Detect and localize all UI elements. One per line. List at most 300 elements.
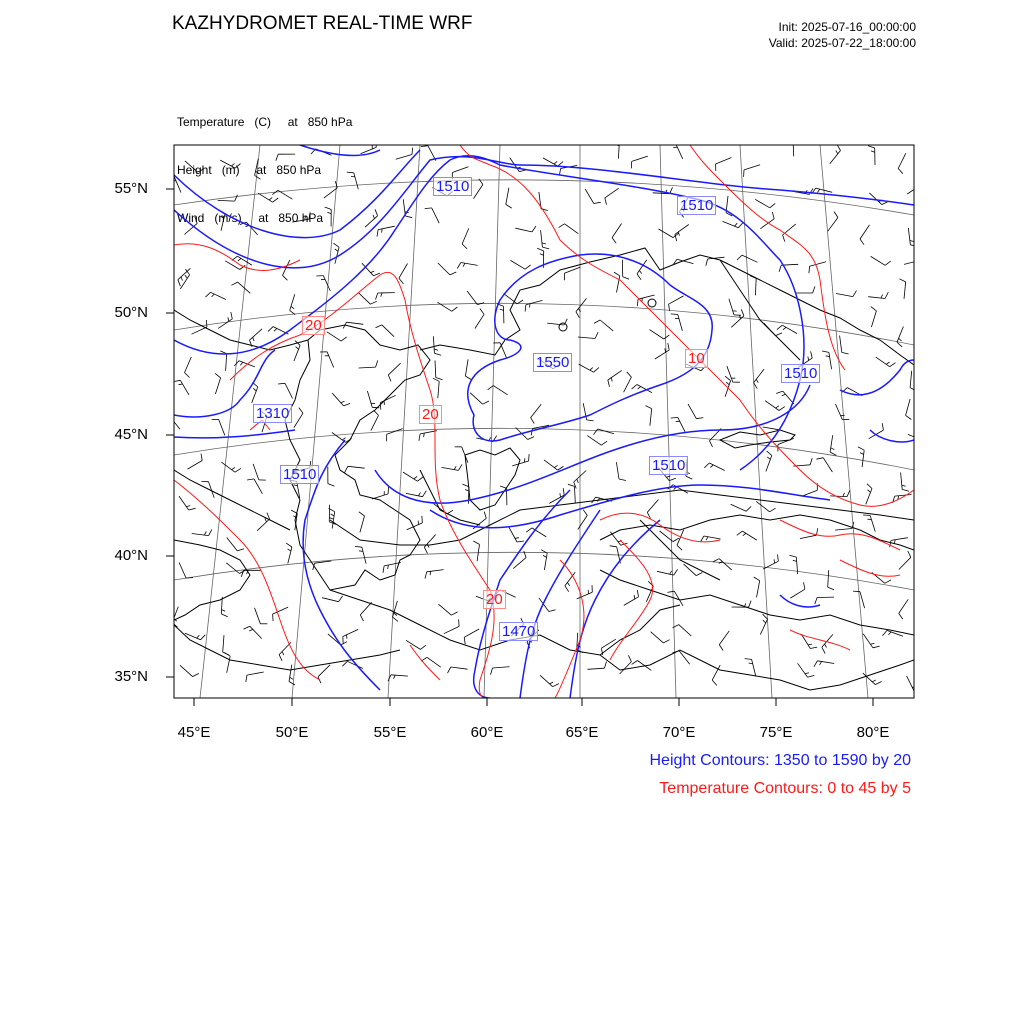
wind-barb-flag xyxy=(779,407,785,411)
wind-barb xyxy=(360,516,365,532)
wind-barb-flag xyxy=(577,479,579,483)
wind-barb-flag xyxy=(550,682,554,684)
wind-barb-flag xyxy=(473,541,479,544)
wind-barb-flag xyxy=(359,512,365,516)
wind-barb-flag xyxy=(843,493,845,497)
lat-label-55: 55°N xyxy=(114,180,148,197)
wind-barb xyxy=(742,255,757,262)
wind-barb xyxy=(506,188,509,205)
wind-barb xyxy=(679,651,690,664)
wind-barb-flag xyxy=(532,226,536,232)
wind-barb xyxy=(420,431,437,434)
wind-barb-flag xyxy=(232,468,235,470)
wind-barb xyxy=(830,151,841,164)
wind-barb-flag xyxy=(201,635,206,640)
wind-barb-flag xyxy=(500,486,507,488)
wind-barb xyxy=(828,570,829,587)
wind-barb-flag xyxy=(670,571,672,574)
wind-barb-flag xyxy=(853,291,857,297)
wind-barb-flag xyxy=(811,351,813,358)
wind-barb-flag xyxy=(327,212,331,213)
wind-barb-flag xyxy=(341,642,347,645)
wind-barb-flag xyxy=(253,388,256,391)
wind-barb xyxy=(810,262,826,266)
wind-barb-flag xyxy=(181,277,183,281)
wind-barb-flag xyxy=(373,215,375,219)
wind-barb-flag xyxy=(452,307,458,311)
wind-barb xyxy=(439,604,452,615)
wind-barb-flag xyxy=(197,635,200,638)
wind-barb-flag xyxy=(756,379,758,382)
wind-barb xyxy=(227,538,238,551)
wind-barb xyxy=(462,228,469,244)
wind-barb xyxy=(836,294,853,297)
wind-barb xyxy=(871,256,885,265)
variable-height: Height (m) at 850 hPa xyxy=(177,163,322,177)
wind-barb-flag xyxy=(924,436,929,441)
wind-barb-flag xyxy=(749,663,753,664)
wind-barb-flag xyxy=(834,212,838,218)
wind-barb-flag xyxy=(871,307,877,311)
wind-barb xyxy=(292,219,309,222)
height-contour-label: 1510 xyxy=(781,364,820,383)
wind-barb xyxy=(294,413,303,427)
lon-label-75: 75°E xyxy=(759,724,793,741)
wind-barb-flag xyxy=(820,661,822,665)
wind-barb-flag xyxy=(601,441,607,445)
wind-barb-flag xyxy=(612,238,616,244)
wind-barb xyxy=(192,327,207,334)
wind-barb-flag xyxy=(464,637,465,644)
wind-barb-flag xyxy=(910,388,916,391)
wind-barb xyxy=(258,193,272,202)
wind-barb xyxy=(515,228,532,232)
wind-barb xyxy=(860,592,865,608)
wind-barb-flag xyxy=(706,537,708,540)
wind-barb-flag xyxy=(244,626,250,629)
wind-barb xyxy=(218,319,232,329)
wind-barb-flag xyxy=(746,506,751,511)
wind-barb-flag xyxy=(639,270,641,273)
wind-barb-flag xyxy=(565,586,569,592)
wind-barb-flag xyxy=(560,493,561,497)
wind-barb-flag xyxy=(215,373,221,377)
wind-barb-flag xyxy=(712,680,717,685)
wind-barb xyxy=(289,665,292,682)
wind-barb xyxy=(322,598,339,602)
wind-barb xyxy=(860,225,870,239)
wind-barb-flag xyxy=(914,690,921,691)
wind-barb-flag xyxy=(531,418,535,424)
wind-barb xyxy=(285,383,293,398)
wind-barb-flag xyxy=(383,566,384,573)
wind-barb-flag xyxy=(822,647,825,653)
wind-barb-flag xyxy=(777,325,782,329)
wind-barb xyxy=(684,564,697,576)
wind-barb xyxy=(616,462,619,479)
wind-barb-flag xyxy=(808,644,812,645)
wind-barb xyxy=(513,558,526,569)
wind-barb-flag xyxy=(671,417,678,418)
wind-barb-flag xyxy=(779,265,781,272)
wind-barb xyxy=(716,158,732,165)
wind-barb xyxy=(323,276,330,291)
wind-barb-flag xyxy=(628,655,631,661)
wind-barb xyxy=(891,538,908,541)
wind-barb-flag xyxy=(282,652,284,656)
wind-barb xyxy=(624,377,632,392)
lat-label-50: 50°N xyxy=(114,304,148,321)
wind-barb-flag xyxy=(725,376,731,381)
wind-barb-flag xyxy=(222,610,226,612)
wind-barb-flag xyxy=(871,643,875,644)
wind-barb-flag xyxy=(231,312,233,319)
wind-barb-flag xyxy=(741,309,744,316)
wind-barb-flag xyxy=(890,540,891,547)
wind-barb-flag xyxy=(678,232,679,236)
wind-barb-flag xyxy=(553,684,559,687)
wind-barb xyxy=(179,496,189,510)
wind-barb-flag xyxy=(370,301,376,304)
wind-barb-flag xyxy=(815,598,817,605)
wind-barb-flag xyxy=(828,587,834,590)
wind-barb xyxy=(180,380,189,395)
valid-time: Valid: 2025-07-22_18:00:00 xyxy=(768,36,916,50)
wind-barb-flag xyxy=(335,249,338,251)
wind-barb-flag xyxy=(885,580,891,583)
wind-barb xyxy=(343,629,358,636)
wind-barb-flag xyxy=(885,261,891,265)
wind-barb-flag xyxy=(345,466,348,472)
wind-barb-flag xyxy=(414,477,417,479)
wind-barb-flag xyxy=(669,143,676,144)
height-contour-label: 1510 xyxy=(677,196,716,215)
wind-barb-flag xyxy=(235,195,238,201)
wind-barb xyxy=(612,224,622,238)
wind-barb xyxy=(898,153,906,168)
wind-barb-flag xyxy=(515,538,519,539)
wind-barb-flag xyxy=(804,582,805,589)
wind-barb xyxy=(435,361,436,378)
wind-barb xyxy=(221,462,235,472)
wind-barb xyxy=(757,581,760,598)
wind-barb xyxy=(253,464,259,480)
wind-barb-flag xyxy=(418,492,420,495)
wind-barb xyxy=(467,291,477,305)
wind-barb xyxy=(836,404,843,420)
wind-barb xyxy=(185,357,192,373)
wind-barb-flag xyxy=(289,682,295,686)
wind-barb-flag xyxy=(825,644,827,648)
wind-barb-flag xyxy=(677,545,682,550)
wind-barb-flag xyxy=(858,447,864,450)
wind-barb xyxy=(578,515,588,529)
wind-barb-flag xyxy=(168,419,172,420)
wind-barb-flag xyxy=(537,248,544,251)
wind-barb-flag xyxy=(209,529,212,535)
wind-barb-flag xyxy=(255,175,261,179)
wind-barb xyxy=(461,263,478,266)
wind-barb-flag xyxy=(817,528,818,535)
wind-barb xyxy=(783,391,794,404)
wind-barb-flag xyxy=(388,375,391,382)
wind-barb xyxy=(493,386,507,395)
wind-barb-flag xyxy=(247,479,254,480)
wind-barb xyxy=(509,527,517,542)
wind-barb xyxy=(719,559,732,570)
wind-barb-flag xyxy=(902,485,906,486)
wind-barb xyxy=(798,663,808,677)
wind-barb xyxy=(600,320,613,331)
wind-barb-flag xyxy=(737,531,743,535)
wind-barb-flag xyxy=(238,258,241,261)
wind-barb xyxy=(332,512,335,529)
wind-barb xyxy=(908,434,924,440)
wind-barb xyxy=(755,278,756,295)
wind-barb-flag xyxy=(542,247,549,249)
wind-barb-flag xyxy=(376,293,378,300)
wind-barb xyxy=(493,667,510,668)
wind-barb xyxy=(399,264,408,279)
wind-barb-flag xyxy=(206,320,207,327)
wind-barb-flag xyxy=(894,540,895,544)
wind-barb-flag xyxy=(381,293,382,297)
wind-barb xyxy=(829,352,832,369)
wind-barb-flag xyxy=(587,420,594,421)
wind-barb-flag xyxy=(309,212,310,219)
wind-barb-flag xyxy=(500,309,504,310)
wind-barb xyxy=(358,292,370,304)
wind-barb-flag xyxy=(790,555,797,557)
wind-barb xyxy=(290,294,295,310)
height-contour-legend: Height Contours: 1350 to 1590 by 20 xyxy=(649,752,911,769)
wind-barb xyxy=(793,139,794,156)
wind-barb-flag xyxy=(458,464,462,470)
wind-barb-flag xyxy=(594,429,598,435)
wind-barb-flag xyxy=(842,352,849,354)
wind-barb xyxy=(608,370,622,380)
wind-barb xyxy=(188,461,203,470)
wind-barb-flag xyxy=(664,335,670,339)
temperature-contour-legend: Temperature Contours: 0 to 45 by 5 xyxy=(659,780,911,797)
wind-barb xyxy=(830,496,847,497)
wind-barb xyxy=(452,167,468,173)
wind-barb-flag xyxy=(743,533,746,535)
wind-barb-flag xyxy=(465,490,469,492)
wind-barb-flag xyxy=(899,279,905,282)
wind-barb xyxy=(678,315,683,331)
wind-barb-flag xyxy=(637,590,638,597)
wind-barb xyxy=(442,467,459,470)
wind-barb-flag xyxy=(902,489,909,491)
wind-barb-flag xyxy=(531,429,532,436)
wind-barb xyxy=(327,352,334,368)
wind-barb xyxy=(790,589,805,598)
wind-barb-flag xyxy=(193,673,199,676)
wind-barb xyxy=(899,599,909,613)
wind-barb xyxy=(840,336,842,353)
wind-barb-flag xyxy=(770,203,775,207)
wind-barb-flag xyxy=(434,353,441,355)
wind-barb-flag xyxy=(454,466,456,469)
wind-barb-flag xyxy=(897,342,902,347)
wind-barb-flag xyxy=(344,403,351,406)
wind-barb-flag xyxy=(871,151,875,152)
wind-barb-flag xyxy=(405,216,412,218)
wind-barb-flag xyxy=(206,292,211,297)
wind-barb-flag xyxy=(299,408,303,414)
wind-barb-flag xyxy=(875,682,881,685)
wind-barb xyxy=(800,535,817,538)
wind-barb xyxy=(760,219,774,229)
wind-barb xyxy=(651,632,664,643)
wind-barb xyxy=(908,228,910,245)
wind-barb-flag xyxy=(623,277,630,279)
wind-barb-flag xyxy=(273,198,279,202)
wind-barb-flag xyxy=(868,146,875,148)
wind-barb xyxy=(744,165,760,170)
wind-barb-flag xyxy=(638,387,641,390)
wind-barb xyxy=(432,208,440,223)
wind-barb-flag xyxy=(885,292,888,298)
wind-barb-flag xyxy=(809,266,810,273)
wind-barb-flag xyxy=(669,478,676,480)
wind-barb-flag xyxy=(899,613,903,619)
wind-barb-flag xyxy=(568,582,570,585)
wind-barb xyxy=(577,592,593,599)
wind-barb xyxy=(219,420,225,436)
wind-barb xyxy=(511,260,526,269)
wind-barb-flag xyxy=(549,610,556,612)
wind-barb-flag xyxy=(910,241,914,242)
wind-barb-flag xyxy=(341,401,345,402)
wind-barb-flag xyxy=(674,569,678,575)
wind-barb xyxy=(406,493,423,496)
wind-barb xyxy=(354,173,359,189)
wind-barb-flag xyxy=(382,229,383,233)
wind-barb-flag xyxy=(480,309,484,315)
wind-barb xyxy=(782,325,797,333)
wind-barb-flag xyxy=(921,253,922,260)
wind-barb-flag xyxy=(305,216,306,220)
wind-barb xyxy=(225,261,240,270)
wind-barb-flag xyxy=(235,164,240,169)
wind-barb xyxy=(179,563,186,579)
wind-barb-flag xyxy=(355,546,362,547)
wind-barb-flag xyxy=(290,677,293,679)
wind-barb-flag xyxy=(594,320,600,323)
wind-barb xyxy=(255,608,261,624)
wind-barb xyxy=(371,415,379,430)
wind-barb xyxy=(731,504,746,511)
wind-barb-flag xyxy=(605,198,607,205)
wind-barb xyxy=(876,357,890,367)
temperature-contour-label: 20 xyxy=(302,316,325,335)
wind-barb xyxy=(406,640,420,649)
wind-barb-flag xyxy=(671,314,678,315)
wind-barb-flag xyxy=(710,441,713,447)
wind-barb-flag xyxy=(810,647,817,648)
wind-barb xyxy=(731,316,744,328)
wind-barb xyxy=(427,657,441,667)
wind-barb-flag xyxy=(700,536,704,542)
wind-barb-flag xyxy=(342,661,347,666)
wind-barb-flag xyxy=(179,384,183,385)
wind-barb xyxy=(817,661,834,664)
wind-barb-flag xyxy=(325,207,332,210)
wind-barb-flag xyxy=(886,362,889,364)
wind-barb-flag xyxy=(448,667,451,673)
wind-barb-flag xyxy=(696,418,703,419)
wind-barb xyxy=(575,486,576,503)
wind-barb-flag xyxy=(836,150,838,153)
lon-label-70: 70°E xyxy=(662,724,696,741)
variable-wind: Wind (m/s) at 850 hPa xyxy=(177,211,324,225)
wind-barb-flag xyxy=(673,538,679,542)
wind-barb-flag xyxy=(360,615,363,621)
wind-barb-flag xyxy=(592,497,596,503)
wind-barb-flag xyxy=(860,239,864,245)
wind-barb-flag xyxy=(608,380,610,387)
wind-barb-flag xyxy=(376,360,378,367)
wind-barb-flag xyxy=(576,312,580,318)
lat-label-45: 45°N xyxy=(114,426,148,443)
wind-barb xyxy=(765,401,779,411)
wind-barb xyxy=(579,364,594,372)
wind-barb-flag xyxy=(540,254,544,256)
wind-barb xyxy=(250,329,263,340)
wind-barb-flag xyxy=(377,230,378,237)
wind-barb xyxy=(348,466,365,468)
temperature-contour-label: 20 xyxy=(419,405,442,424)
wind-barb-flag xyxy=(763,620,766,623)
wind-barb-flag xyxy=(873,646,880,648)
wind-barb-flag xyxy=(371,271,375,273)
wind-barb xyxy=(620,662,632,674)
wind-barb-flag xyxy=(328,484,335,487)
wind-barb-flag xyxy=(528,437,534,440)
lon-label-60: 60°E xyxy=(470,724,504,741)
wind-barb-flag xyxy=(267,513,270,519)
wind-barb-flag xyxy=(594,202,601,203)
wind-barb xyxy=(679,625,692,636)
wind-barb xyxy=(899,557,911,569)
wind-barb-flag xyxy=(526,528,532,532)
lon-label-50: 50°E xyxy=(275,724,309,741)
wind-barb-flag xyxy=(241,570,243,577)
wind-barb-flag xyxy=(583,510,587,516)
wind-barb-flag xyxy=(908,551,911,557)
wind-barb xyxy=(565,572,575,586)
wind-barb-flag xyxy=(899,338,902,341)
wind-barb xyxy=(676,143,683,159)
wind-barb xyxy=(367,391,372,407)
wind-barb-flag xyxy=(276,154,278,161)
wind-barb-flag xyxy=(249,629,253,631)
wind-barb-flag xyxy=(412,148,413,155)
wind-barb xyxy=(754,369,764,383)
wind-barb-flag xyxy=(554,161,557,164)
wind-barb xyxy=(362,547,366,564)
wind-barb-flag xyxy=(517,541,524,542)
temperature-contour-label: 20 xyxy=(483,590,506,609)
wind-barb xyxy=(763,427,780,430)
wind-barb-flag xyxy=(808,675,815,677)
wind-barb xyxy=(403,472,417,481)
wind-barb xyxy=(901,473,903,490)
wind-barb xyxy=(823,458,832,472)
wind-barb-flag xyxy=(341,337,347,341)
